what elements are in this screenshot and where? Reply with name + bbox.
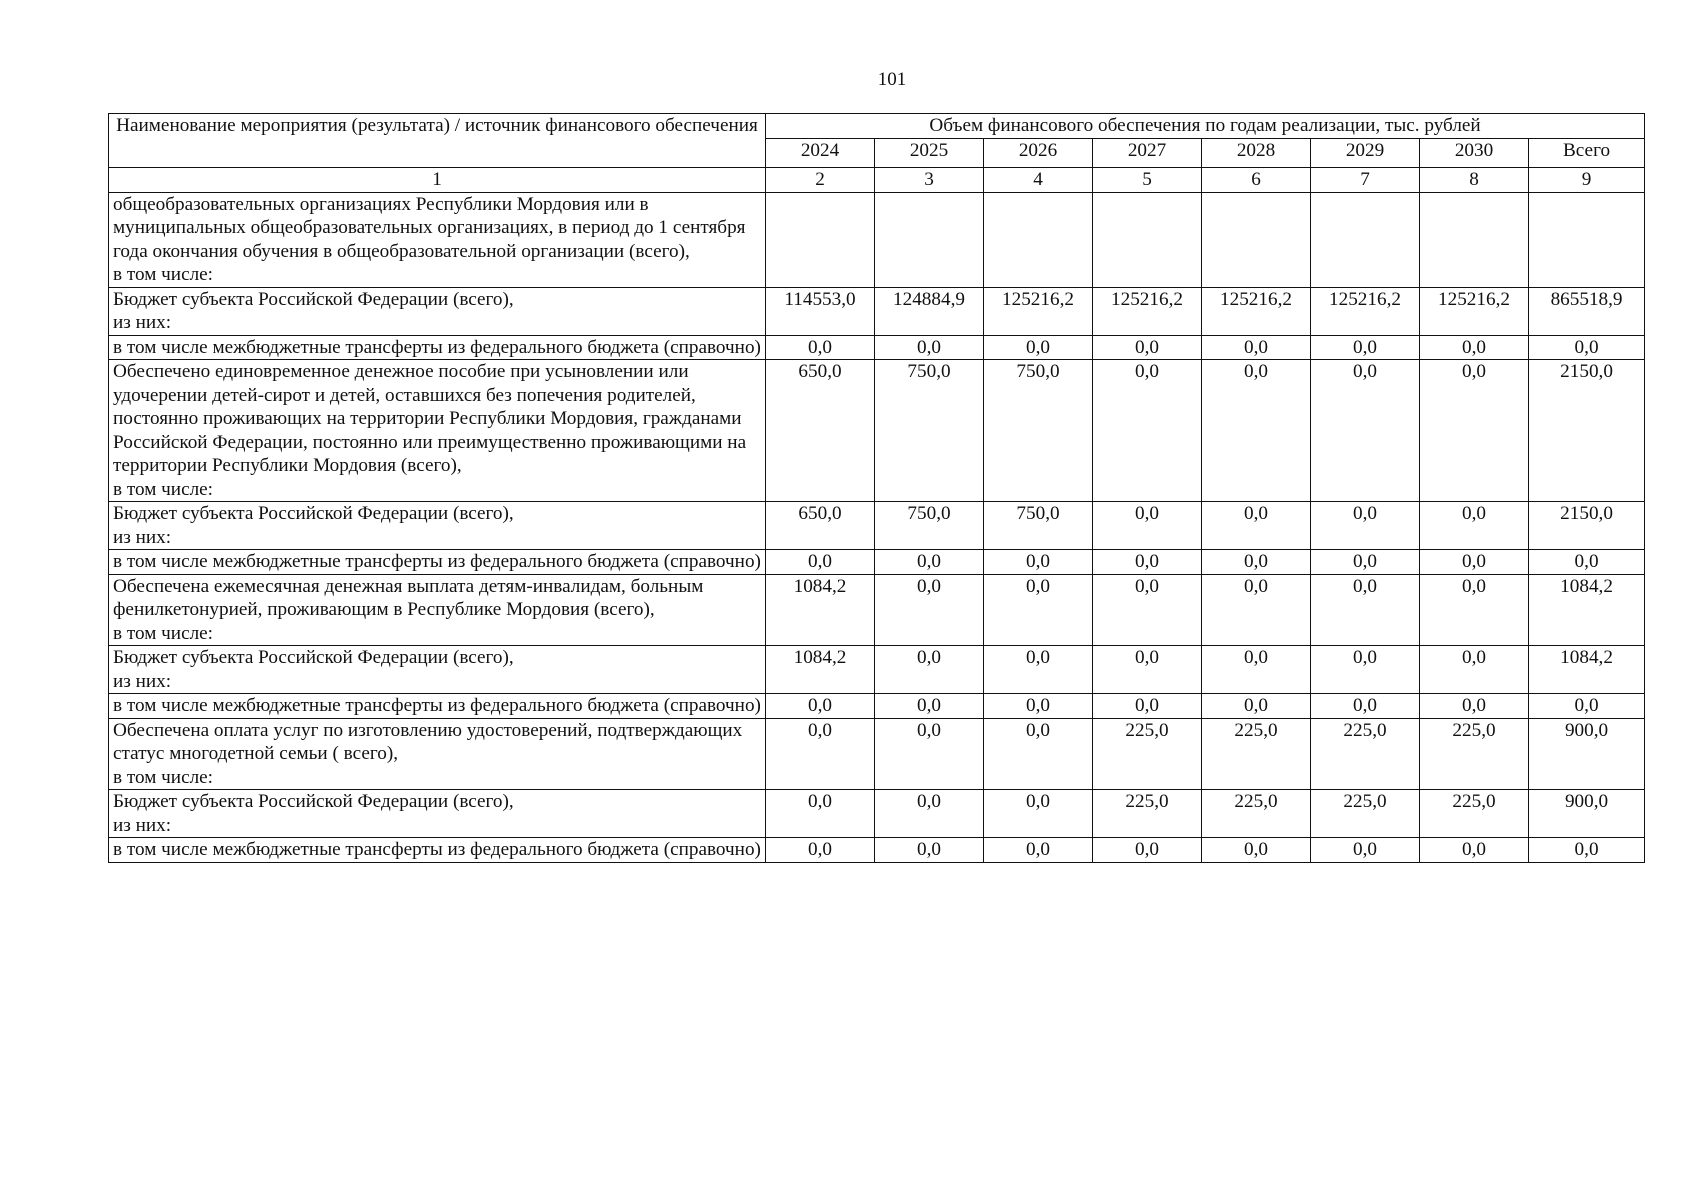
year-value-cell: 225,0 bbox=[1311, 790, 1420, 838]
year-value-cell: 0,0 bbox=[984, 790, 1093, 838]
year-value-cell: 0,0 bbox=[1202, 694, 1311, 719]
year-value-cell: 225,0 bbox=[1311, 718, 1420, 790]
volume-column-header: Объем финансового обеспечения по годам реализации, тыс. рублей bbox=[766, 114, 1645, 139]
year-value-cell: 0,0 bbox=[1093, 646, 1202, 694]
year-value-cell: 0,0 bbox=[766, 838, 875, 863]
row-name bbox=[109, 550, 766, 575]
column-number: 3 bbox=[875, 167, 984, 192]
column-number: 8 bbox=[1420, 167, 1529, 192]
row-name bbox=[109, 335, 766, 360]
total-value-cell: 0,0 bbox=[1529, 550, 1645, 575]
year-header: 2028 bbox=[1202, 138, 1311, 167]
year-value-cell: 0,0 bbox=[875, 574, 984, 646]
year-value-cell: 0,0 bbox=[1202, 360, 1311, 502]
year-value-cell: 0,0 bbox=[1311, 360, 1420, 502]
year-value-cell: 114553,0 bbox=[766, 287, 875, 335]
year-value-cell: 0,0 bbox=[1202, 838, 1311, 863]
row-name-line: Обеспечено единовременное денежное пособие при усыновлении или удочерении детей-сирот и детей, оставшихся без попечения родителей, постоянно проживающих на территории Республики Мордовия, гражданами Российской Федерации, постоянно или преимущественно проживающими на территории Республики Мордовия (всего), bbox=[113, 361, 747, 476]
year-value-cell: 0,0 bbox=[1420, 550, 1529, 575]
total-value-cell: 1084,2 bbox=[1529, 646, 1645, 694]
year-value-cell: 0,0 bbox=[984, 838, 1093, 863]
year-value-cell: 125216,2 bbox=[1420, 287, 1529, 335]
column-number: 7 bbox=[1311, 167, 1420, 192]
table-row bbox=[109, 287, 1645, 335]
total-value-cell: 865518,9 bbox=[1529, 287, 1645, 335]
year-value-cell: 0,0 bbox=[1202, 646, 1311, 694]
year-value-cell: 0,0 bbox=[1311, 838, 1420, 863]
year-value-cell: 0,0 bbox=[1420, 360, 1529, 502]
year-value-cell: 650,0 bbox=[766, 360, 875, 502]
year-value-cell: 0,0 bbox=[1202, 335, 1311, 360]
year-value-cell: 124884,9 bbox=[875, 287, 984, 335]
column-number: 5 bbox=[1093, 167, 1202, 192]
year-value-cell: 0,0 bbox=[1093, 335, 1202, 360]
year-value-cell: 0,0 bbox=[1311, 646, 1420, 694]
year-header: 2027 bbox=[1093, 138, 1202, 167]
column-number: 2 bbox=[766, 167, 875, 192]
year-value-cell: 0,0 bbox=[1311, 335, 1420, 360]
total-header: Всего bbox=[1529, 138, 1645, 167]
row-name-line: в том числе межбюджетные трансферты из федерального бюджета (справочно) bbox=[113, 551, 761, 572]
year-value-cell: 0,0 bbox=[875, 790, 984, 838]
year-value-cell: 225,0 bbox=[1093, 718, 1202, 790]
total-value-cell: 0,0 bbox=[1529, 335, 1645, 360]
year-value-cell: 0,0 bbox=[984, 550, 1093, 575]
year-value-cell: 0,0 bbox=[984, 335, 1093, 360]
page-number: 101 bbox=[877, 69, 907, 90]
year-value-cell: 0,0 bbox=[1311, 694, 1420, 719]
year-value-cell: 225,0 bbox=[1093, 790, 1202, 838]
year-value-cell: 0,0 bbox=[1311, 502, 1420, 550]
year-value-cell bbox=[1202, 192, 1311, 287]
year-value-cell: 0,0 bbox=[984, 574, 1093, 646]
year-value-cell: 0,0 bbox=[766, 335, 875, 360]
row-name-line: в том числе: bbox=[113, 478, 214, 500]
year-value-cell bbox=[984, 192, 1093, 287]
year-value-cell: 0,0 bbox=[766, 718, 875, 790]
row-name bbox=[109, 838, 766, 863]
row-name bbox=[109, 790, 766, 838]
year-value-cell: 0,0 bbox=[1420, 574, 1529, 646]
year-value-cell: 0,0 bbox=[984, 718, 1093, 790]
row-name-line: Обеспечена оплата услуг по изготовлению удостоверений, подтверждающих статус многодетной семьи ( всего), bbox=[113, 719, 743, 764]
year-value-cell: 0,0 bbox=[1420, 838, 1529, 863]
year-value-cell: 750,0 bbox=[875, 360, 984, 502]
year-value-cell: 0,0 bbox=[1093, 838, 1202, 863]
year-value-cell: 750,0 bbox=[984, 502, 1093, 550]
total-value-cell: 2150,0 bbox=[1529, 502, 1645, 550]
year-value-cell: 0,0 bbox=[1311, 574, 1420, 646]
year-value-cell: 125216,2 bbox=[1202, 287, 1311, 335]
row-name bbox=[109, 192, 766, 287]
year-value-cell bbox=[1420, 192, 1529, 287]
name-column-header: Наименование мероприятия (результата) / источник финансового обеспечения bbox=[109, 114, 766, 168]
year-header: 2030 bbox=[1420, 138, 1529, 167]
year-value-cell bbox=[875, 192, 984, 287]
year-value-cell: 0,0 bbox=[1420, 646, 1529, 694]
year-value-cell: 0,0 bbox=[875, 718, 984, 790]
year-value-cell: 125216,2 bbox=[1093, 287, 1202, 335]
row-name-line: Бюджет субъекта Российской Федерации (всего), bbox=[113, 791, 514, 812]
year-value-cell: 0,0 bbox=[766, 694, 875, 719]
row-name-line: в том числе межбюджетные трансферты из федерального бюджета (справочно) bbox=[113, 839, 761, 860]
financing-table bbox=[108, 113, 1645, 863]
year-value-cell: 125216,2 bbox=[984, 287, 1093, 335]
row-name-line: Бюджет субъекта Российской Федерации (всего), bbox=[113, 503, 514, 524]
row-name-line: из них: bbox=[113, 312, 172, 333]
year-value-cell: 0,0 bbox=[1202, 574, 1311, 646]
year-value-cell: 0,0 bbox=[766, 550, 875, 575]
year-value-cell: 0,0 bbox=[875, 694, 984, 719]
total-value-cell: 0,0 bbox=[1529, 838, 1645, 863]
year-value-cell: 225,0 bbox=[1202, 718, 1311, 790]
year-value-cell: 750,0 bbox=[984, 360, 1093, 502]
year-value-cell: 0,0 bbox=[1093, 574, 1202, 646]
year-value-cell: 0,0 bbox=[1093, 694, 1202, 719]
row-name bbox=[109, 574, 766, 646]
year-value-cell: 0,0 bbox=[875, 335, 984, 360]
year-value-cell: 750,0 bbox=[875, 502, 984, 550]
year-header: 2029 bbox=[1311, 138, 1420, 167]
table-row bbox=[109, 790, 1645, 838]
table-row bbox=[109, 694, 1645, 719]
total-value-cell: 2150,0 bbox=[1529, 360, 1645, 502]
column-number: 1 bbox=[109, 167, 766, 192]
row-name bbox=[109, 718, 766, 790]
total-value-cell: 1084,2 bbox=[1529, 574, 1645, 646]
year-header: 2026 bbox=[984, 138, 1093, 167]
year-value-cell: 0,0 bbox=[766, 790, 875, 838]
year-value-cell: 0,0 bbox=[1420, 694, 1529, 719]
year-header: 2024 bbox=[766, 138, 875, 167]
year-value-cell: 1084,2 bbox=[766, 574, 875, 646]
year-value-cell: 0,0 bbox=[1311, 550, 1420, 575]
table-row bbox=[109, 574, 1645, 646]
year-value-cell: 0,0 bbox=[1420, 502, 1529, 550]
row-name-line: в том числе межбюджетные трансферты из федерального бюджета (справочно) bbox=[113, 336, 761, 358]
year-value-cell: 650,0 bbox=[766, 502, 875, 550]
year-value-cell: 225,0 bbox=[1202, 790, 1311, 838]
total-value-cell: 0,0 bbox=[1529, 694, 1645, 719]
table-row bbox=[109, 192, 1645, 287]
total-value-cell: 900,0 bbox=[1529, 718, 1645, 790]
row-name bbox=[109, 287, 766, 335]
year-header: 2025 bbox=[875, 138, 984, 167]
year-value-cell: 0,0 bbox=[984, 646, 1093, 694]
row-name-line: в том числе межбюджетные трансферты из федерального бюджета (справочно) bbox=[113, 695, 761, 716]
row-name-line: в том числе: bbox=[113, 264, 214, 285]
column-number: 4 bbox=[984, 167, 1093, 192]
row-name-line: из них: bbox=[113, 814, 172, 836]
column-number: 6 bbox=[1202, 167, 1311, 192]
year-value-cell bbox=[1311, 192, 1420, 287]
row-name-line: общеобразовательных организациях Республики Мордовия или в муниципальных общеобразовательных организациях, в период до 1 сентября года окончания обучения в общеобразовательной организации (всего), bbox=[113, 193, 746, 262]
column-number-row bbox=[109, 167, 1645, 192]
table-row bbox=[109, 838, 1645, 863]
year-value-cell: 0,0 bbox=[984, 694, 1093, 719]
table-row bbox=[109, 718, 1645, 790]
total-value-cell: 900,0 bbox=[1529, 790, 1645, 838]
row-name-line: Бюджет субъекта Российской Федерации (всего), bbox=[113, 647, 514, 668]
year-value-cell: 225,0 bbox=[1420, 790, 1529, 838]
row-name bbox=[109, 502, 766, 550]
table-row bbox=[109, 550, 1645, 575]
table-row bbox=[109, 360, 1645, 502]
row-name bbox=[109, 694, 766, 719]
year-value-cell: 0,0 bbox=[1093, 550, 1202, 575]
row-name-line: Обеспечена ежемесячная денежная выплата детям-инвалидам, больным фенилкетонурией, проживающим в Республике Мордовия (всего), bbox=[113, 575, 704, 620]
table-row bbox=[109, 335, 1645, 360]
year-value-cell bbox=[766, 192, 875, 287]
year-value-cell: 0,0 bbox=[1093, 360, 1202, 502]
year-value-cell bbox=[1093, 192, 1202, 287]
total-value-cell bbox=[1529, 192, 1645, 287]
row-name-line: Бюджет субъекта Российской Федерации (всего), bbox=[113, 288, 514, 310]
year-value-cell: 0,0 bbox=[1202, 550, 1311, 575]
year-value-cell: 0,0 bbox=[875, 646, 984, 694]
row-name bbox=[109, 646, 766, 694]
row-name-line: в том числе: bbox=[113, 622, 214, 644]
year-value-cell: 0,0 bbox=[875, 838, 984, 863]
year-value-cell: 125216,2 bbox=[1311, 287, 1420, 335]
row-name-line: из них: bbox=[113, 670, 172, 692]
table-row bbox=[109, 646, 1645, 694]
row-name-line: в том числе: bbox=[113, 766, 214, 788]
row-name bbox=[109, 360, 766, 502]
year-value-cell: 0,0 bbox=[1202, 502, 1311, 550]
row-name-line: из них: bbox=[113, 526, 172, 548]
year-value-cell: 0,0 bbox=[875, 550, 984, 575]
year-value-cell: 0,0 bbox=[1093, 502, 1202, 550]
column-number: 9 bbox=[1529, 167, 1645, 192]
year-value-cell: 0,0 bbox=[1420, 335, 1529, 360]
year-value-cell: 1084,2 bbox=[766, 646, 875, 694]
table-row bbox=[109, 502, 1645, 550]
year-value-cell: 225,0 bbox=[1420, 718, 1529, 790]
